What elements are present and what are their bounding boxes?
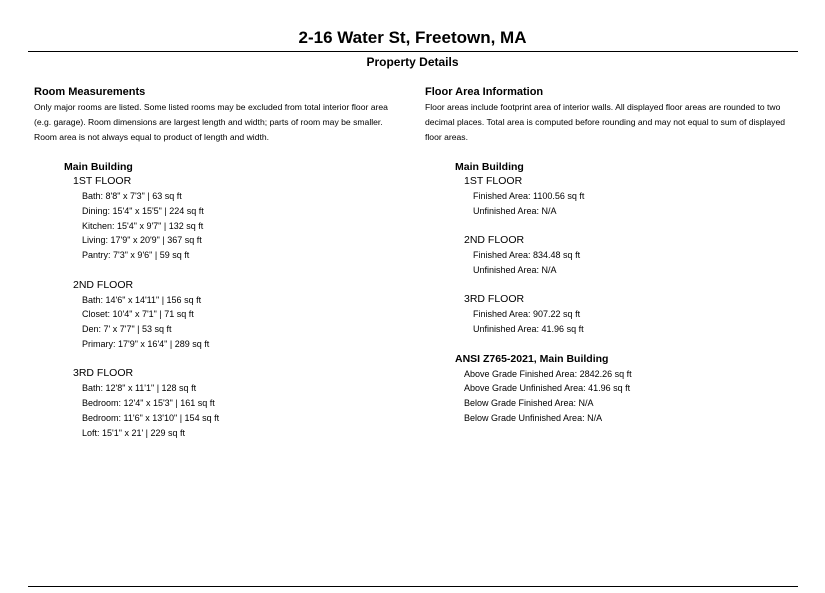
- room-measurements-section: [34, 85, 404, 441]
- room-row: Closet: 10'4" x 7'1" | 71 sq ft: [82, 309, 194, 320]
- property-address-title: 2-16 Water St, Freetown, MA: [298, 28, 527, 47]
- floor-area-section: [425, 85, 803, 426]
- finished-area: Finished Area: 1100.56 sq ft: [473, 191, 585, 201]
- ansi-title: ANSI Z765-2021, Main Building: [455, 352, 609, 365]
- floor-name: 3RD FLOOR: [73, 367, 134, 380]
- bottom-divider: [28, 586, 798, 587]
- room-row: Loft: 15'1" x 21' | 229 sq ft: [82, 427, 186, 438]
- room-row: Bath: 12'8" x 11'1" | 128 sq ft: [82, 383, 197, 394]
- floor-area-description: Floor areas include footprint area of interior walls. All displayed floor areas are rounded to two decimal places. Total area is computed before rounding and may not equal to sum of displayed floor areas.: [425, 102, 786, 142]
- ansi-line: Above Grade Unfinished Area: 41.96 sq ft: [464, 383, 631, 394]
- unfinished-area: Unfinished Area: N/A: [473, 264, 557, 275]
- top-divider: [28, 51, 798, 52]
- floor-area-building: Main Building: [455, 161, 524, 173]
- room-row: Primary: 17'9" x 16'4" | 289 sq ft: [82, 338, 210, 349]
- unfinished-area: Unfinished Area: N/A: [473, 205, 557, 216]
- finished-area: Finished Area: 907.22 sq ft: [473, 309, 581, 320]
- floor-name: 2ND FLOOR: [464, 234, 525, 247]
- ansi-line: Below Grade Unfinished Area: N/A: [464, 412, 603, 423]
- floor-name: 2ND FLOOR: [73, 278, 134, 291]
- floor-area-title: Floor Area Information: [425, 86, 544, 98]
- area-block-3rd: [425, 292, 803, 337]
- room-row: Pantry: 7'3" x 9'6" | 59 sq ft: [82, 250, 190, 261]
- floor-block-2nd: [34, 278, 404, 352]
- room-row: Bath: 14'6" x 14'11" | 156 sq ft: [82, 294, 202, 305]
- area-block-2nd: [425, 233, 803, 278]
- area-block-1st: [425, 174, 803, 219]
- room-measurements-building: Main Building: [64, 161, 133, 173]
- room-row: Living: 17'9" x 20'9" | 367 sq ft: [82, 235, 202, 246]
- ansi-line: Above Grade Finished Area: 2842.26 sq ft: [464, 368, 632, 379]
- room-row: Bath: 8'8" x 7'3" | 63 sq ft: [82, 191, 182, 201]
- floor-name: 1ST FLOOR: [73, 175, 132, 187]
- finished-area: Finished Area: 834.48 sq ft: [473, 250, 581, 261]
- floor-block-3rd: [34, 366, 404, 440]
- room-measurements-title: Room Measurements: [34, 86, 146, 98]
- ansi-block: [425, 352, 803, 426]
- floor-name: 1ST FLOOR: [464, 175, 523, 187]
- room-measurements-description: Only major rooms are listed. Some listed rooms may be excluded from total interior floor area (e.g. garage). Room dimensions are largest length and width; parts of room may be smaller. Room area is not always equal to product of length and width.: [34, 102, 388, 142]
- ansi-line: Below Grade Finished Area: N/A: [464, 398, 594, 409]
- room-row: Dining: 15'4" x 15'5" | 224 sq ft: [82, 205, 204, 216]
- unfinished-area: Unfinished Area: 41.96 sq ft: [473, 324, 584, 335]
- page-subtitle: Property Details: [366, 55, 459, 69]
- floor-name: 3RD FLOOR: [464, 293, 525, 306]
- room-row: Kitchen: 15'4" x 9'7" | 132 sq ft: [82, 220, 204, 231]
- floor-block-1st: [34, 174, 404, 263]
- room-row: Den: 7' x 7'7" | 53 sq ft: [82, 324, 172, 335]
- room-row: Bedroom: 11'6" x 13'10" | 154 sq ft: [82, 412, 220, 423]
- room-row: Bedroom: 12'4" x 15'3" | 161 sq ft: [82, 398, 215, 409]
